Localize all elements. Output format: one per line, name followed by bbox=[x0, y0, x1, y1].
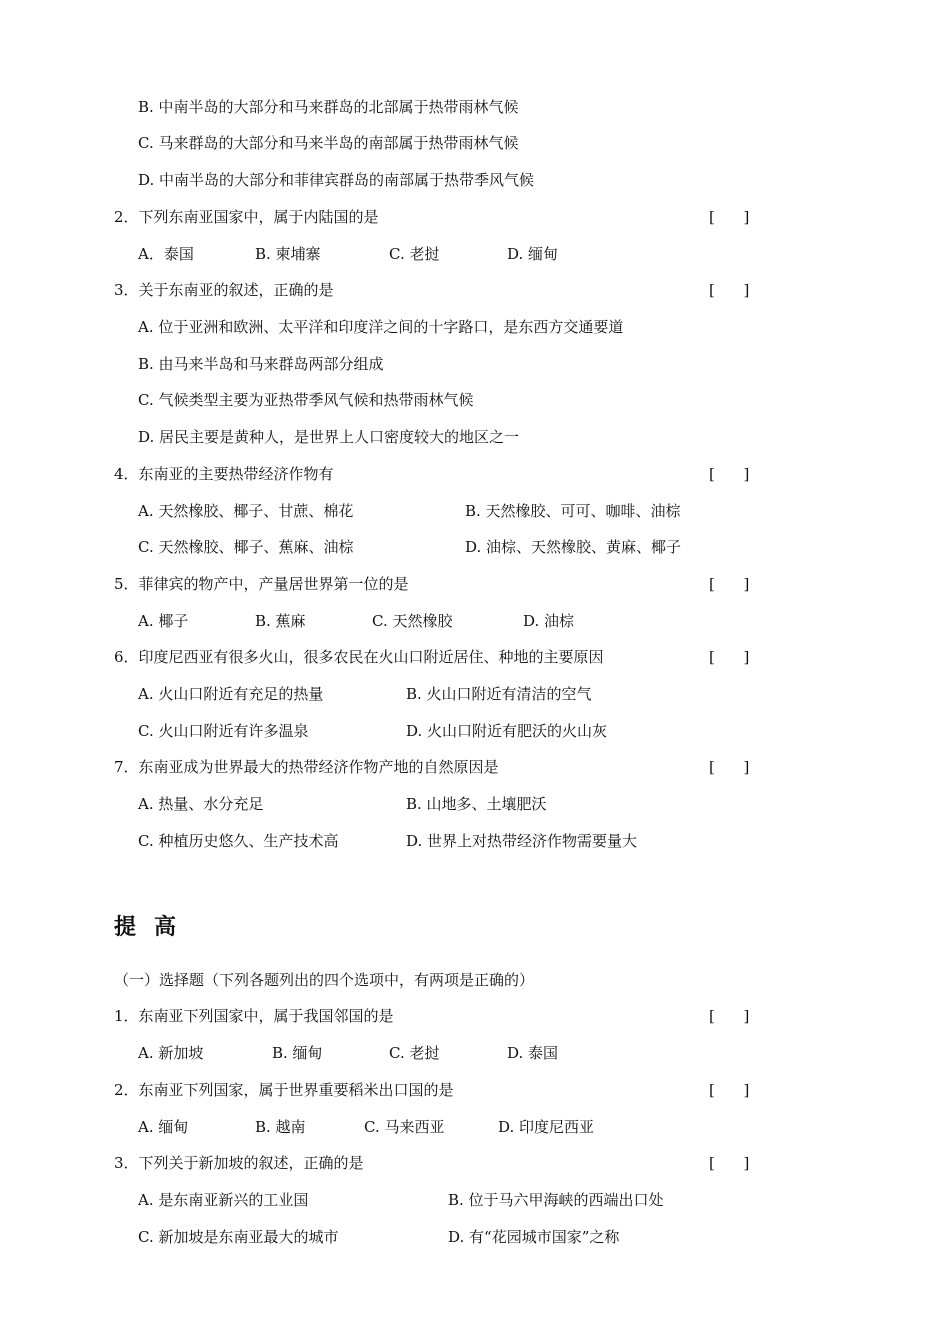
q3-stem: 3．关于东南亚的叙述，正确的是 bbox=[114, 281, 334, 299]
q4-stem: 4．东南亚的主要热带经济作物有 bbox=[114, 465, 334, 483]
s2-q3-stem: 3．下列关于新加坡的叙述，正确的是 bbox=[114, 1154, 364, 1172]
q4-option-a: A. 天然橡胶、椰子、甘蔗、棉花 bbox=[138, 502, 354, 520]
q2-answer-bracket[interactable]: [ ] bbox=[709, 208, 750, 226]
q2-stem: 2．下列东南亚国家中，属于内陆国的是 bbox=[114, 208, 379, 226]
s2-q1-option-a: A. 新加坡 bbox=[138, 1044, 204, 1062]
s2-q1-option-d: D. 泰国 bbox=[507, 1044, 559, 1062]
s2-q2-option-b: B. 越南 bbox=[255, 1118, 306, 1136]
q5-answer-bracket[interactable]: [ ] bbox=[709, 575, 750, 593]
q5-option-b: B. 蕉麻 bbox=[255, 612, 306, 630]
q4-option-c: C. 天然橡胶、椰子、蕉麻、油棕 bbox=[138, 538, 354, 556]
q7-stem: 7．东南亚成为世界最大的热带经济作物产地的自然原因是 bbox=[114, 758, 499, 776]
q3-option-c: C. 气候类型主要为亚热带季风气候和热带雨林气候 bbox=[138, 391, 474, 409]
s2-q3-option-a: A. 是东南亚新兴的工业国 bbox=[138, 1191, 309, 1209]
q7-option-b: B. 山地多、土壤肥沃 bbox=[406, 795, 547, 813]
q5-option-c: C. 天然橡胶 bbox=[372, 612, 453, 630]
s2-q3-option-c: C. 新加坡是东南亚最大的城市 bbox=[138, 1228, 339, 1246]
s2-q2-option-d: D. 印度尼西亚 bbox=[498, 1118, 595, 1136]
q2-option-b: B. 柬埔寨 bbox=[255, 245, 321, 263]
section-instruction: （一）选择题（下列各题列出的四个选项中，有两项是正确的） bbox=[114, 971, 535, 989]
q3-option-a: A. 位于亚洲和欧洲、太平洋和印度洋之间的十字路口，是东西方交通要道 bbox=[138, 318, 624, 336]
q6-answer-bracket[interactable]: [ ] bbox=[709, 648, 750, 666]
s2-q1-answer-bracket[interactable]: [ ] bbox=[709, 1007, 750, 1025]
q2-option-a: A．泰国 bbox=[138, 245, 194, 263]
q2-option-c: C. 老挝 bbox=[389, 245, 440, 263]
section-heading: 提高 bbox=[114, 914, 195, 940]
q6-option-c: C. 火山口附近有许多温泉 bbox=[138, 722, 309, 740]
s2-q2-stem: 2．东南亚下列国家，属于世界重要稻米出口国的是 bbox=[114, 1081, 454, 1099]
q1-option-b: B. 中南半岛的大部分和马来群岛的北部属于热带雨林气候 bbox=[138, 98, 519, 116]
q2-option-d: D. 缅甸 bbox=[507, 245, 559, 263]
q4-answer-bracket[interactable]: [ ] bbox=[709, 465, 750, 483]
q1-option-c: C. 马来群岛的大部分和马来半岛的南部属于热带雨林气候 bbox=[138, 134, 519, 152]
s2-q2-answer-bracket[interactable]: [ ] bbox=[709, 1081, 750, 1099]
q4-option-b: B. 天然橡胶、可可、咖啡、油棕 bbox=[465, 502, 681, 520]
q7-option-c: C. 种植历史悠久、生产技术高 bbox=[138, 832, 339, 850]
s2-q3-answer-bracket[interactable]: [ ] bbox=[709, 1154, 750, 1172]
s2-q1-stem: 1．东南亚下列国家中，属于我国邻国的是 bbox=[114, 1007, 394, 1025]
q3-answer-bracket[interactable]: [ ] bbox=[709, 281, 750, 299]
s2-q1-option-b: B. 缅甸 bbox=[272, 1044, 323, 1062]
q5-option-d: D. 油棕 bbox=[523, 612, 575, 630]
s2-q2-option-c: C. 马来西亚 bbox=[364, 1118, 445, 1136]
q5-option-a: A. 椰子 bbox=[138, 612, 189, 630]
q7-option-d: D. 世界上对热带经济作物需要量大 bbox=[406, 832, 638, 850]
q6-option-b: B. 火山口附近有清洁的空气 bbox=[406, 685, 592, 703]
q6-stem: 6．印度尼西亚有很多火山，很多农民在火山口附近居住、种地的主要原因 bbox=[114, 648, 604, 666]
q3-option-b: B. 由马来半岛和马来群岛两部分组成 bbox=[138, 355, 384, 373]
q6-option-a: A. 火山口附近有充足的热量 bbox=[138, 685, 324, 703]
s2-q3-option-b: B. 位于马六甲海峡的西端出口处 bbox=[448, 1191, 664, 1209]
q4-option-d: D. 油棕、天然橡胶、黄麻、椰子 bbox=[465, 538, 682, 556]
s2-q2-option-a: A. 缅甸 bbox=[138, 1118, 189, 1136]
s2-q1-option-c: C. 老挝 bbox=[389, 1044, 440, 1062]
q7-answer-bracket[interactable]: [ ] bbox=[709, 758, 750, 776]
q7-option-a: A. 热量、水分充足 bbox=[138, 795, 264, 813]
s2-q3-option-d: D. 有“花园城市国家”之称 bbox=[448, 1228, 620, 1246]
q5-stem: 5．菲律宾的物产中，产量居世界第一位的是 bbox=[114, 575, 409, 593]
q6-option-d: D. 火山口附近有肥沃的火山灰 bbox=[406, 722, 608, 740]
q1-option-d: D. 中南半岛的大部分和菲律宾群岛的南部属于热带季风气候 bbox=[138, 171, 535, 189]
q3-option-d: D. 居民主要是黄种人，是世界上人口密度较大的地区之一 bbox=[138, 428, 520, 446]
